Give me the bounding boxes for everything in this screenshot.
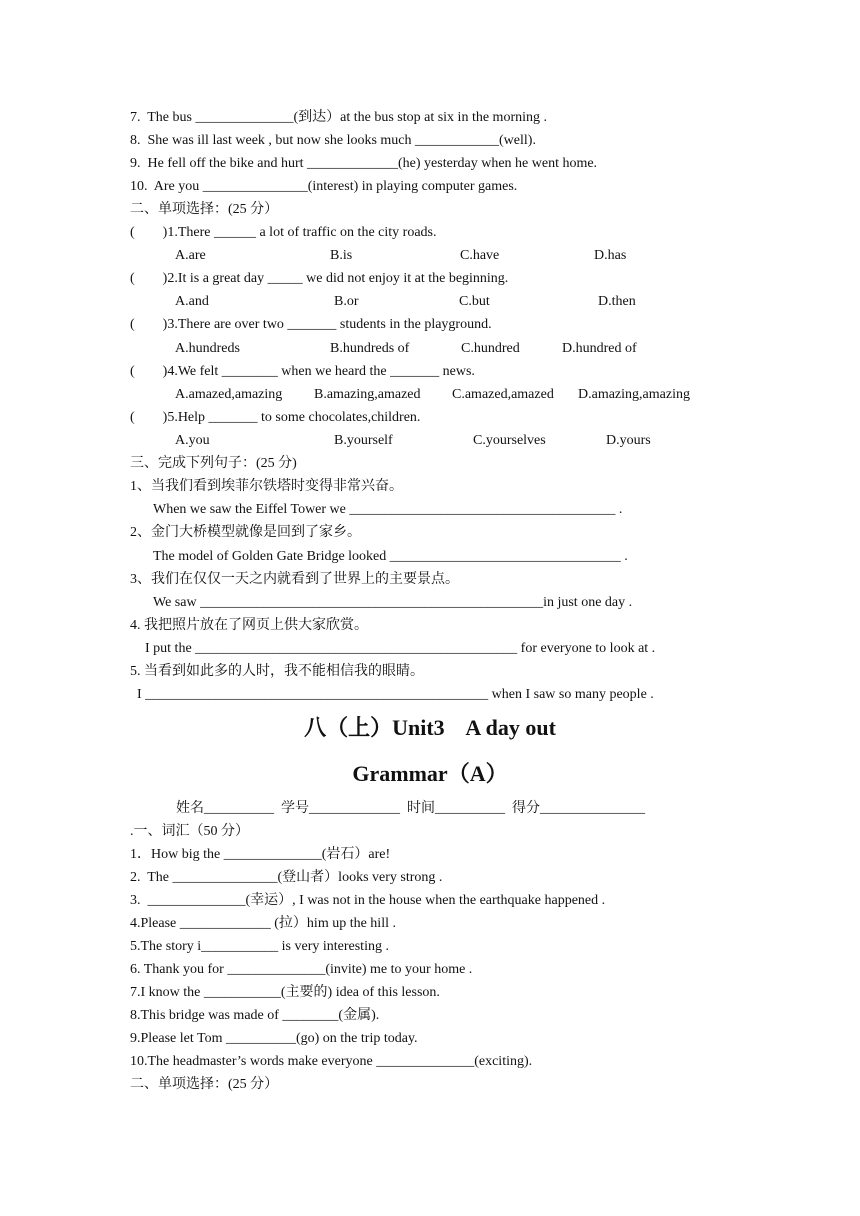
mcq-option-2c: C.but (459, 294, 490, 309)
translation-prompt-3: 3、我们在仅仅一天之内就看到了世界上的主要景点。 (130, 572, 459, 587)
mcq-option-2a: A.and (175, 294, 209, 309)
translation-answer-4: I put the ______________________________________________ for everyone to look at . (145, 641, 656, 656)
fill-blank-item-7: 7. The bus ______________(到达）at the bus stop at six in the morning . (130, 110, 547, 125)
vocab-item-7: 7.I know the ___________(主要的) idea of this lesson. (130, 985, 440, 1000)
translation-prompt-1: 1、当我们看到埃菲尔铁塔时变得非常兴奋。 (130, 479, 403, 494)
mcq-option-5c: C.yourselves (473, 433, 546, 448)
mcq-option-4a: A.amazed,amazing (175, 387, 283, 402)
lesson-title: Grammar（A） (352, 761, 508, 786)
mcq-stem-2: ( )2.It is a great day _____ we did not enjoy it at the beginning. (130, 271, 509, 286)
translation-prompt-2: 2、金门大桥模型就像是回到了家乡。 (130, 525, 361, 540)
vocab-item-5: 5.The story i___________ is very interesting . (130, 939, 389, 954)
mcq-option-4c: C.amazed,amazed (452, 387, 554, 402)
fill-blank-item-10: 10. Are you _______________(interest) in playing computer games. (130, 179, 518, 194)
mcq-option-4d: D.amazing,amazing (578, 387, 690, 402)
mcq-stem-1: ( )1.There ______ a lot of traffic on the city roads. (130, 225, 437, 240)
mcq-stem-5: ( )5.Help _______ to some chocolates,children. (130, 410, 421, 425)
student-info-line: 姓名__________ 学号_____________ 时间__________ 得分_______________ (176, 801, 645, 816)
mcq-option-5b: B.yourself (334, 433, 393, 448)
mcq-option-4b: B.amazing,amazed (314, 387, 421, 402)
vocab-item-1: 1．How big the ______________(岩石）are! (130, 847, 391, 862)
mcq-stem-4: ( )4.We felt ________ when we heard the _______ news. (130, 364, 475, 379)
section-heading-complete-sentences: 三、完成下列句子：(25 分) (130, 456, 297, 471)
translation-answer-1: When we saw the Eiffel Tower we ______________________________________ . (153, 502, 623, 517)
vocab-item-2: 2. The _______________(登山者）looks very strong . (130, 870, 443, 885)
mcq-option-2d: D.then (598, 294, 636, 309)
vocab-item-3: 3. ______________(幸运）, I was not in the house when the earthquake happened . (130, 893, 606, 908)
mcq-option-3c: C.hundred (461, 341, 520, 356)
vocab-item-10: 10.The headmaster’s words make everyone ______________(exciting). (130, 1054, 533, 1069)
translation-prompt-4: 4. 我把照片放在了网页上供大家欣赏。 (130, 618, 368, 633)
unit-title: 八（上）Unit3 A day out (304, 715, 556, 740)
vocab-item-8: 8.This bridge was made of ________(金属). (130, 1008, 380, 1023)
vocab-item-6: 6. Thank you for ______________(invite) me to your home . (130, 962, 473, 977)
translation-answer-2: The model of Golden Gate Bridge looked _________________________________ . (153, 549, 628, 564)
mcq-option-1a: A.are (175, 248, 206, 263)
mcq-option-2b: B.or (334, 294, 359, 309)
mcq-option-1b: B.is (330, 248, 353, 263)
fill-blank-item-8: 8. She was ill last week , but now she looks much ____________(well). (130, 133, 536, 148)
mcq-option-1d: D.has (594, 248, 627, 263)
section-heading-multiple-choice: 二、单项选择：(25 分） (130, 202, 279, 217)
translation-prompt-5: 5. 当看到如此多的人时，我不能相信我的眼睛。 (130, 664, 424, 679)
mcq-option-5d: D.yours (606, 433, 651, 448)
mcq-option-3b: B.hundreds of (330, 341, 410, 356)
mcq-option-5a: A.you (175, 433, 210, 448)
mcq-stem-3: ( )3.There are over two _______ students in the playground. (130, 317, 492, 332)
section-heading-multiple-choice-2: 二、单项选择：(25 分） (130, 1077, 279, 1092)
translation-answer-3: We saw _________________________________________________in just one day . (153, 595, 633, 610)
vocab-item-9: 9.Please let Tom __________(go) on the trip today. (130, 1031, 418, 1046)
mcq-option-1c: C.have (460, 248, 500, 263)
mcq-option-3d: D.hundred of (562, 341, 637, 356)
fill-blank-item-9: 9. He fell off the bike and hurt _____________(he) yesterday when he went home. (130, 156, 598, 171)
section-heading-vocabulary: .一、词汇（50 分） (130, 824, 249, 839)
vocab-item-4: 4.Please _____________ (拉）him up the hill . (130, 916, 396, 931)
translation-answer-5: I _________________________________________________ when I saw so many people . (137, 687, 654, 702)
mcq-option-3a: A.hundreds (175, 341, 240, 356)
